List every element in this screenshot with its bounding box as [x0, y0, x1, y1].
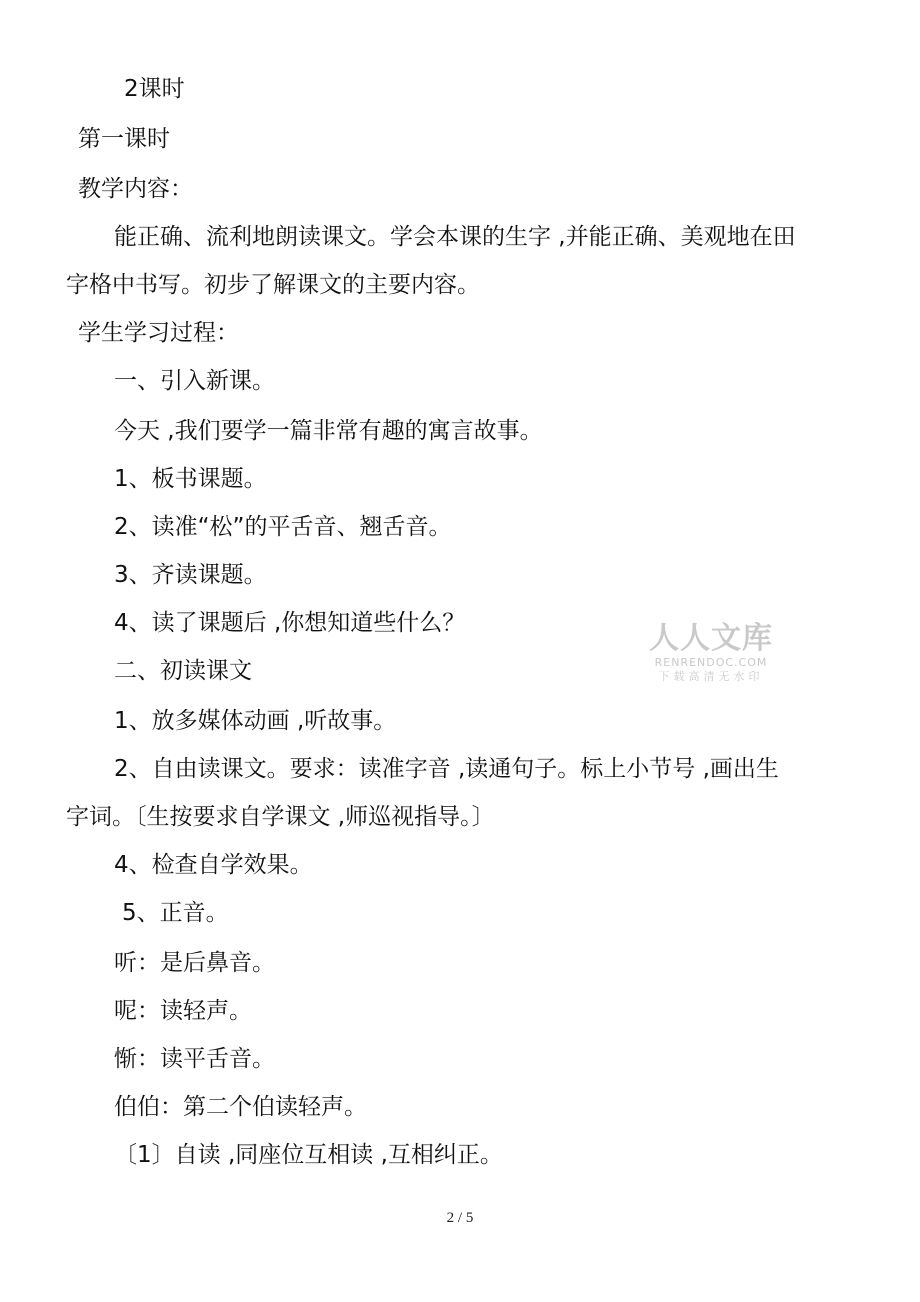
- paragraph-line: 能正确、流利地朗读课文。学会本课的生字 ,并能正确、美观地在田: [114, 224, 796, 250]
- list-item: 4、检查自学效果。: [114, 852, 313, 878]
- paragraph-line: 2、自由读课文。要求：读准字音 ,读通句子。标上小节号 ,画出生: [114, 756, 779, 782]
- watermark-domain: RENRENDOC.COM: [654, 656, 768, 669]
- section-heading: 教学内容：: [78, 176, 193, 202]
- text-line: 听：是后鼻音。: [114, 950, 275, 976]
- list-item: 〔1〕自读 ,同座位互相读 ,互相纠正。: [114, 1142, 503, 1168]
- watermark-note: 下载高清无水印: [658, 670, 764, 683]
- text-line: 第一课时: [78, 126, 170, 152]
- watermark-title: 人人文库: [649, 621, 773, 656]
- text-line: 惭：读平舌音。: [114, 1046, 275, 1072]
- paragraph-line: 字词。〔生按要求自学课文 ,师巡视指导。〕: [66, 804, 495, 830]
- watermark: [646, 622, 776, 684]
- list-item: 3、齐读课题。: [114, 562, 267, 588]
- paragraph-line: 字格中书写。初步了解课文的主要内容。: [66, 272, 480, 298]
- list-item: 2、读准“松”的平舌音、翘舌音。: [114, 514, 452, 540]
- list-item: 5、正音。: [122, 900, 229, 926]
- section-heading: 学生学习过程：: [78, 320, 239, 346]
- text-line: 伯伯：第二个伯读轻声。: [114, 1094, 367, 1120]
- text-line: 2课时: [124, 76, 185, 102]
- list-item: 1、板书课题。: [114, 466, 267, 492]
- text-line: 呢：读轻声。: [114, 998, 252, 1024]
- page-number: 2 / 5: [446, 1210, 474, 1226]
- text-line: 一、引入新课。: [114, 368, 275, 394]
- list-item: 1、放多媒体动画 ,听故事。: [114, 708, 397, 734]
- text-line: 二、初读课文: [114, 658, 252, 684]
- text-line: 今天 ,我们要学一篇非常有趣的寓言故事。: [114, 418, 543, 444]
- list-item: 4、读了课题后 ,你想知道些什么？: [114, 610, 466, 636]
